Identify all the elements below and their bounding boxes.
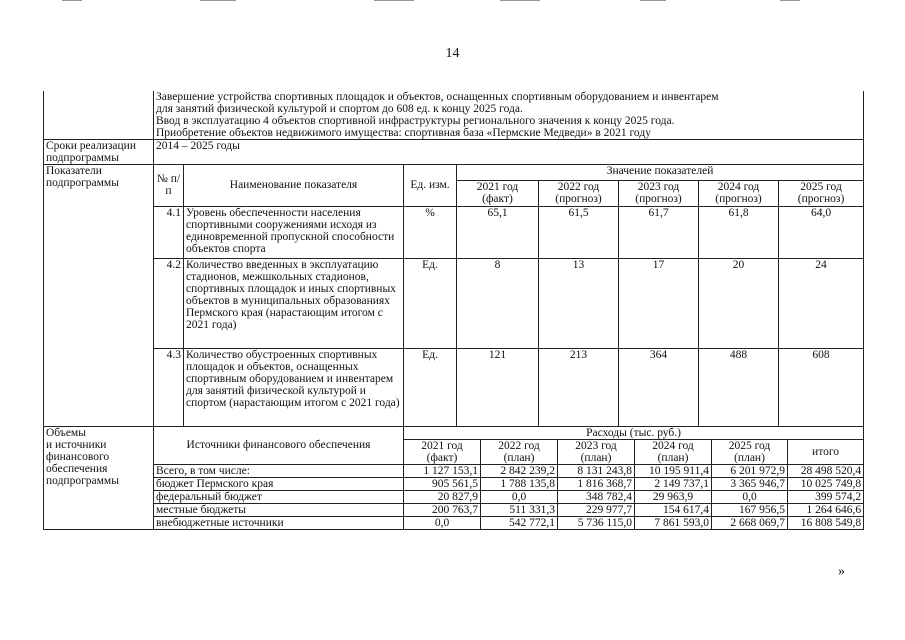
scan-mark [374, 0, 414, 1]
indicator-value: 8 [457, 258, 539, 348]
finance-row [44, 516, 864, 529]
indicator-num-header: № п/п [154, 165, 184, 206]
finance-total-header: итого [788, 439, 864, 464]
indicator-values-header: Значение показателей [457, 165, 864, 181]
indicator-year-header: 2025 год (прогноз) [779, 181, 864, 206]
finance-value: 5 736 115,0 [558, 516, 635, 529]
finance-year-header: 2022 год (план) [481, 439, 558, 464]
goals-cell [154, 91, 864, 140]
indicator-value: 20 [699, 258, 779, 348]
finance-value: 1 127 153,1 [404, 464, 481, 477]
finance-year-header: 2021 год (факт) [404, 439, 481, 464]
finance-source: местные бюджеты [154, 503, 404, 516]
indicator-value: 364 [619, 348, 699, 426]
subprogram-passport-table [43, 91, 864, 427]
finance-value: 2 668 069,7 [712, 516, 788, 529]
indicator-num: 4.2 [154, 258, 184, 348]
finance-total: 1 264 646,6 [788, 503, 864, 516]
finance-values-table [43, 426, 864, 531]
terms-row [44, 140, 864, 165]
finance-row [44, 464, 864, 477]
indicator-year-header: 2023 год (прогноз) [619, 181, 699, 206]
finance-value: 348 782,4 [558, 490, 635, 503]
indicator-value: 61,8 [699, 206, 779, 258]
indicator-value: 121 [457, 348, 539, 426]
indicator-row [44, 258, 864, 348]
finance-value: 7 861 593,0 [635, 516, 712, 529]
indicator-name-header: Наименование показателя [184, 165, 404, 206]
finance-source: бюджет Пермского края [154, 477, 404, 490]
finance-value: 0,0 [404, 516, 481, 529]
scan-mark [500, 0, 540, 1]
finance-value: 1 788 135,8 [481, 477, 558, 490]
indicator-value: 13 [539, 258, 619, 348]
finance-total: 28 498 520,4 [788, 464, 864, 477]
indicator-value: 213 [539, 348, 619, 426]
finance-year-header: 2024 год (план) [635, 439, 712, 464]
indicator-unit: % [404, 206, 457, 258]
indicator-unit: Ед. [404, 348, 457, 426]
finance-value: 6 201 972,9 [712, 464, 788, 477]
finance-year-header: 2023 год (план) [558, 439, 635, 464]
indicator-name: Количество обустроенных спортивных площадок и объектов, оснащенных спортивным оборудованием и инвентарем для занятий физической культурой и спортом (нарастающим итогом с 2021 года) [184, 348, 404, 426]
indicator-unit: Ед. [404, 258, 457, 348]
indicators-label: Показатели подпрограммы [44, 165, 154, 426]
finance-sources-header: Источники финансового обеспечения [154, 426, 404, 464]
indicator-value: 488 [699, 348, 779, 426]
finance-total: 16 808 549,8 [788, 516, 864, 529]
goal-line: Приобретение объектов недвижимого имущества: спортивная база «Пермские Медведи» в 2021 году [156, 127, 651, 140]
finance-value: 905 561,5 [404, 477, 481, 490]
goals-label-cell [44, 91, 154, 140]
indicator-num: 4.1 [154, 206, 184, 258]
indicator-unit-header: Ед. изм. [404, 165, 457, 206]
indicator-year-header: 2022 год (прогноз) [539, 181, 619, 206]
page-number: 14 [445, 46, 460, 61]
scan-mark [200, 0, 236, 1]
finance-value: 8 131 243,8 [558, 464, 635, 477]
indicator-name: Количество введенных в эксплуатацию стадионов, межшкольных стадионов, спортивных площадок и иных спортивных объектов в муниципальных образованиях Пермского края (нарастающим итогом с 2021 года) [184, 258, 404, 348]
finance-value: 0,0 [481, 490, 558, 503]
goal-line: для занятий физической культурой и спортом до 608 ед. к концу 2025 года. [156, 103, 523, 116]
indicator-name: Уровень обеспеченности населения спортивными сооружениями исходя из единовременной пропускной способности объектов спорта [184, 206, 404, 258]
indicators-header-row [44, 165, 864, 181]
finance-row [44, 503, 864, 516]
finance-row [44, 490, 864, 503]
finance-value: 154 617,4 [635, 503, 712, 516]
finance-value: 167 956,5 [712, 503, 788, 516]
indicator-year-header: 2024 год (прогноз) [699, 181, 779, 206]
finance-value: 1 816 368,7 [558, 477, 635, 490]
terms-value: 2014 – 2025 годы [154, 140, 864, 165]
finance-source: Всего, в том числе: [154, 464, 404, 477]
scan-mark [62, 0, 82, 1]
finance-total: 399 574,2 [788, 490, 864, 503]
terms-label: Сроки реализации подпрограммы [44, 140, 154, 165]
closing-quote-mark: » [838, 564, 845, 579]
finance-value: 10 195 911,4 [635, 464, 712, 477]
finance-value: 542 772,1 [481, 516, 558, 529]
scan-mark [640, 0, 666, 1]
finance-row [44, 477, 864, 490]
indicator-value: 608 [779, 348, 864, 426]
finance-value: 0,0 [712, 490, 788, 503]
finance-source: внебюджетные источники [154, 516, 404, 529]
indicator-row [44, 206, 864, 258]
indicator-value: 61,5 [539, 206, 619, 258]
finance-value: 2 149 737,1 [635, 477, 712, 490]
finance-header-row [44, 426, 864, 439]
finance-value: 511 331,3 [481, 503, 558, 516]
finance-value: 3 365 946,7 [712, 477, 788, 490]
indicator-value: 61,7 [619, 206, 699, 258]
indicator-value: 64,0 [779, 206, 864, 258]
finance-year-header: 2025 год (план) [712, 439, 788, 464]
finance-source: федеральный бюджет [154, 490, 404, 503]
indicator-value: 65,1 [457, 206, 539, 258]
goal-line: Завершение устройства спортивных площадок и объектов, оснащенных спортивным оборудованием и инвентарем [156, 91, 719, 103]
finance-value: 2 842 239,2 [481, 464, 558, 477]
indicator-value: 17 [619, 258, 699, 348]
goal-line: Ввод в эксплуатацию 4 объектов спортивной инфраструктуры регионального значения к концу 2025 года. [156, 115, 675, 128]
finance-expenses-header: Расходы (тыс. руб.) [404, 426, 864, 439]
indicator-value: 24 [779, 258, 864, 348]
indicator-num: 4.3 [154, 348, 184, 426]
scan-mark [780, 0, 800, 1]
indicator-row [44, 348, 864, 426]
finance-total: 10 025 749,8 [788, 477, 864, 490]
finance-value: 20 827,9 [404, 490, 481, 503]
goals-row [44, 91, 864, 140]
finance-value: 29 963,9 [635, 490, 712, 503]
finance-label: Объемы и источники финансового обеспечения подпрограммы [44, 426, 154, 530]
indicator-year-header: 2021 год (факт) [457, 181, 539, 206]
finance-value: 200 763,7 [404, 503, 481, 516]
finance-value: 229 977,7 [558, 503, 635, 516]
